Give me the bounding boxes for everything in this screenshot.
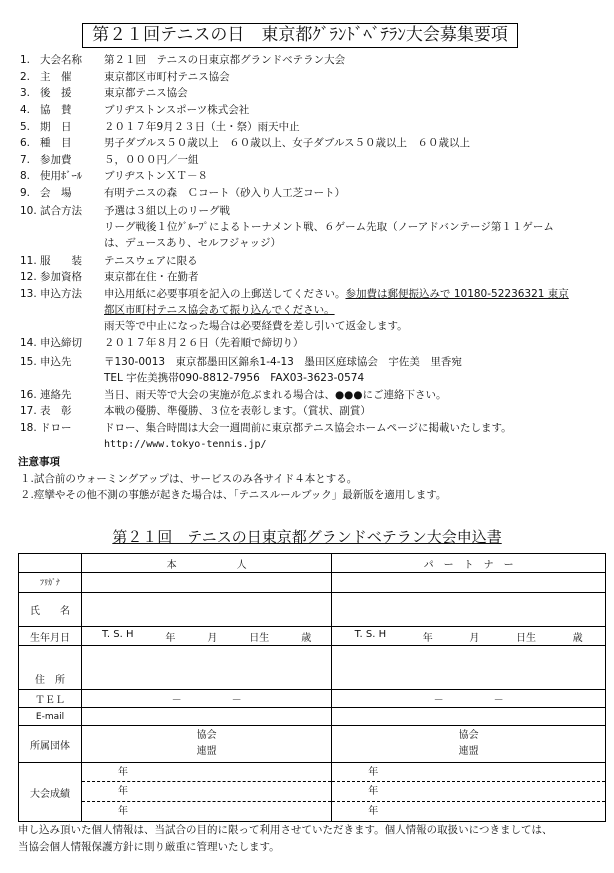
notes-heading: 注意事項	[18, 456, 60, 468]
partner-name-field[interactable]	[332, 593, 606, 627]
tel-separator: －	[433, 695, 444, 706]
item-value-part: 申込用紙に必要事項を記入の上郵送してください。	[104, 288, 346, 300]
self-org-field[interactable]	[82, 726, 332, 763]
item-label: 大会名称	[40, 54, 82, 66]
item-value: 予選は３組以上のリーグ戦	[104, 205, 230, 217]
item-label: 参加資格	[40, 271, 82, 283]
item-label: 申込締切	[40, 337, 82, 349]
federation-label: 連盟	[196, 746, 217, 757]
self-furigana-field[interactable]	[82, 573, 332, 593]
item-value: ２０１７年9月２３日（土・祭）雨天中止	[104, 121, 300, 133]
item-number: 11.	[20, 255, 37, 267]
item-label: 協 賛	[40, 104, 72, 116]
item-number: 17.	[20, 405, 37, 417]
col-partner: パ ー ト ナ ー	[332, 554, 606, 573]
item-value: ５，０００円／一組	[104, 154, 199, 166]
item-number: 8.	[20, 170, 31, 182]
item-value: 雨天等で中止になった場合は必要経費を差し引いて返金します。	[104, 320, 408, 332]
item-number: 5.	[20, 121, 31, 133]
item-label: 参加費	[40, 154, 72, 166]
form-title	[0, 527, 614, 547]
self-email-field[interactable]	[82, 708, 332, 726]
age-unit: 歳	[572, 632, 583, 644]
item-label: 主 催	[40, 71, 72, 83]
partner-results-field[interactable]	[332, 763, 606, 822]
item-value: TEL 宇佐美携帯090-8812-7956 FAX03-3623-0574	[104, 372, 365, 384]
corner-cell	[19, 554, 82, 573]
item-number: 6.	[20, 137, 31, 149]
self-address-field[interactable]	[82, 646, 332, 690]
partner-furigana-field[interactable]	[332, 573, 606, 593]
result-line[interactable]: 年	[332, 782, 605, 802]
day-unit: 日生	[249, 632, 270, 644]
item-number: 3.	[20, 87, 31, 99]
row-label-address: 住 所	[19, 646, 82, 690]
age-unit: 歳	[301, 632, 312, 644]
item-number: 15.	[20, 356, 37, 368]
item-value: 本戦の優勝、準優勝、３位を表彰します。（賞状、副賞）	[104, 405, 371, 417]
partner-org-field[interactable]	[332, 726, 606, 763]
row-label-results: 大会成績	[19, 763, 82, 822]
tel-separator: －	[493, 695, 504, 706]
item-value: 東京都在住・在勤者	[104, 271, 199, 283]
item-number: 4.	[20, 104, 31, 116]
item-value: テニスウェアに限る	[104, 255, 198, 267]
partner-address-field[interactable]	[332, 646, 606, 690]
item-number: 14.	[20, 337, 37, 349]
row-label-tel: ＴＥＬ	[19, 690, 82, 708]
item-number: 9.	[20, 187, 31, 199]
item-label: 服 装	[40, 255, 82, 267]
website-link[interactable]: http://www.tokyo-tennis.jp/	[104, 439, 267, 450]
item-label: ドロー	[40, 422, 72, 434]
result-line[interactable]: 年	[82, 763, 331, 782]
self-results-field[interactable]	[82, 763, 332, 822]
item-value: ブリヂストンスポーツ株式会社	[104, 104, 250, 116]
item-value: は、デュースあり、セルフジャッジ）	[104, 237, 282, 249]
association-label: 協会	[196, 730, 217, 741]
month-unit: 月	[469, 632, 480, 644]
era-options: T. S. H	[354, 628, 387, 640]
partner-birth-field[interactable]	[332, 627, 606, 646]
item-label: 使用ﾎﾞｰﾙ	[40, 170, 82, 182]
month-unit: 月	[207, 632, 218, 644]
partner-tel-field[interactable]	[332, 690, 606, 708]
partner-email-field[interactable]	[332, 708, 606, 726]
note-item: ２.痙攣やその他不測の事態が起きた場合は、「テニスルールブック」最新版を適用します。	[20, 489, 447, 501]
era-options: T. S. H	[101, 628, 134, 640]
note-item: １.試合前のウォーミングアップは、サービスのみ各サイド４本とする。	[20, 473, 358, 485]
privacy-notice: 申し込み頂いた個人情報は、当試合の目的に限って利用させていただきます。個人情報の取扱いにつきましては、	[18, 824, 553, 836]
row-label-birth: 生年月日	[19, 627, 82, 646]
association-label: 協会	[458, 730, 479, 741]
item-label: 連絡先	[40, 389, 72, 401]
item-label: 後 援	[40, 87, 72, 99]
item-label: 期 日	[40, 121, 72, 133]
item-value: 東京都テニス協会	[104, 87, 188, 99]
item-label: 申込先	[40, 356, 72, 368]
self-name-field[interactable]	[82, 593, 332, 627]
result-line[interactable]: 年	[82, 782, 331, 802]
item-value: 第２１回 テニスの日東京都グランドベテラン大会	[104, 54, 346, 66]
row-label-furigana: ﾌﾘｶﾞﾅ	[19, 573, 82, 593]
item-value: 〒130-0013 東京都墨田区錦糸1-4-13 墨田区庭球協会 宇佐美 里香宛	[104, 356, 462, 368]
result-line[interactable]: 年	[118, 806, 128, 817]
col-self: 本 人	[82, 554, 332, 573]
item-number: 7.	[20, 154, 31, 166]
item-number: 18.	[20, 422, 37, 434]
tel-separator: －	[171, 695, 182, 706]
item-value: ドロー、集合時間は大会一週間前に東京都テニス協会ホームページに掲載いたします。	[104, 422, 512, 434]
day-unit: 日生	[516, 632, 537, 644]
item-label: 試合方法	[40, 205, 82, 217]
form-title-text: 第２１回 テニスの日東京都グランドベテラン大会申込書	[112, 528, 502, 546]
item-label: 表 彰	[40, 405, 72, 417]
row-label-name: 氏 名	[19, 593, 82, 627]
application-form	[18, 553, 606, 822]
item-value: ２０１７年８月２６日（先着順で締切り）	[104, 337, 304, 349]
privacy-notice: 当協会個人情報保護方針に則り厳重に管理いたします。	[18, 841, 280, 853]
item-number: 1.	[20, 54, 31, 66]
tel-separator: －	[231, 695, 242, 706]
row-label-email: E-mail	[19, 708, 82, 726]
row-label-org: 所属団体	[19, 726, 82, 763]
item-number: 16.	[20, 389, 37, 401]
item-value: 東京都区市町村テニス協会	[104, 71, 230, 83]
year-unit: 年	[165, 632, 176, 644]
self-tel-field[interactable]	[82, 690, 332, 708]
item-value	[104, 287, 569, 302]
item-number: 13.	[20, 288, 37, 300]
item-value: 当日、雨天等で大会の実施が危ぶまれる場合は、●●●にご連絡下さい。	[104, 389, 447, 401]
item-number: 2.	[20, 71, 31, 83]
item-value: リーグ戦後１位ｸﾞﾙｰﾌﾟによるトーナメント戦、６ゲーム先取（ノーアドバンテージ第１１ゲーム	[104, 221, 554, 233]
self-birth-field[interactable]	[82, 627, 332, 646]
item-label: 種 目	[40, 137, 72, 149]
item-number: 10.	[20, 205, 37, 217]
item-value: 男子ダブルス５０歳以上 ６０歳以上、女子ダブルス５０歳以上 ６０歳以上	[104, 137, 471, 149]
item-value: 有明テニスの森 Ｃコート（砂入り人工芝コート）	[104, 187, 346, 199]
federation-label: 連盟	[458, 746, 479, 757]
item-label: 申込方法	[40, 288, 82, 300]
result-line[interactable]: 年	[332, 763, 605, 782]
item-label: 会 場	[40, 187, 72, 199]
year-unit: 年	[422, 632, 433, 644]
payment-note: 参加費は郵便振込みで 10180-52236321 東京	[345, 288, 569, 300]
payment-note: 都区市町村テニス協会あて振り込んでください。	[104, 304, 335, 316]
page-title: 第２１回テニスの日 東京都ｸﾞﾗﾝﾄﾞﾍﾞﾃﾗﾝ大会募集要項	[82, 23, 518, 48]
item-number: 12.	[20, 271, 37, 283]
item-value: ブリヂストンＸＴ－８	[104, 170, 208, 182]
result-line[interactable]: 年	[368, 806, 379, 817]
